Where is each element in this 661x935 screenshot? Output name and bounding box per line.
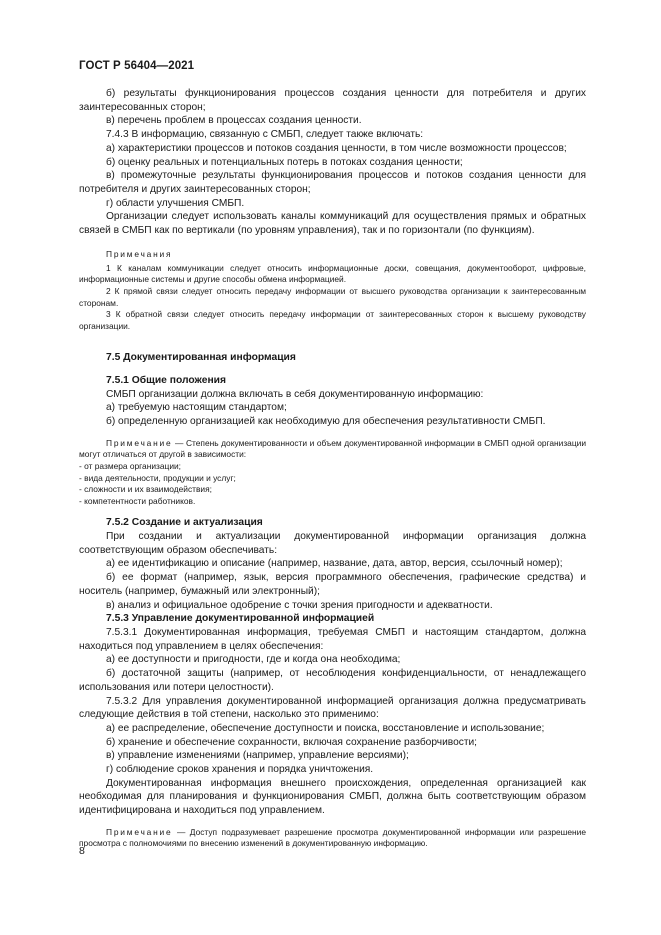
paragraph: б) результаты функционирования процессов создания ценности для потребителя и других заинтересованных сторон; xyxy=(79,88,586,113)
dash-list-item: - вида деятельности, продукции и услуг; xyxy=(79,472,236,483)
paragraph: б) хранение и обеспечение сохранности, включая сохранение разборчивости; xyxy=(106,736,478,748)
paragraph: б) оценку реальных и потенциальных потерь в потоках создания ценности; xyxy=(106,156,463,168)
paragraph: б) ее формат (например, язык, версия программного обеспечения, графические средства) и носитель (например, бумажный или электронный); xyxy=(79,572,586,597)
subsection-heading: 7.5.1 Общие положения xyxy=(106,375,226,386)
note-text: — Степень документированности и объем документированной информации в СМБП одной организации могут отличаться от другой в зависимости: xyxy=(79,437,586,460)
note-paragraph xyxy=(79,438,586,461)
note-item: 1 К каналам коммуникации следует относить информационные доски, совещания, документооборот, цифровые, информационные системы и другие способы обмена информацией. xyxy=(79,262,586,285)
paragraph: Документированная информация внешнего происхождения, определенная организацией как необходимая для планирования и функционирования СМБП, должна быть соответствующим образом идентифицирована и находиться под управлением. xyxy=(79,777,586,817)
paragraph: г) соблюдение сроков хранения и порядка уничтожения. xyxy=(106,764,374,776)
paragraph: г) области улучшения СМБП. xyxy=(106,197,245,209)
paragraph: а) требуемую настоящим стандартом; xyxy=(106,402,287,414)
paragraph: в) анализ и официальное одобрение с точки зрения пригодности и адекватности. xyxy=(106,599,493,611)
paragraph: а) ее распределение, обеспечение доступности и поиска, восстановление и использование; xyxy=(106,722,545,734)
note-item: 2 К прямой связи следует относить передачу информации от высшего руководства организации к заинтересованным сторонам. xyxy=(79,285,586,308)
paragraph: б) достаточной защиты (например, от несоблюдения конфиденциальности, от ненадлежащего использования или потери целостности). xyxy=(79,668,586,693)
paragraph: 7.5.3.2 Для управления документированной информацией организация должна предусматривать следующие действия в той степени, насколько это применимо: xyxy=(79,695,586,721)
document-header: ГОСТ Р 56404—2021 xyxy=(79,60,195,72)
paragraph: а) характеристики процессов и потоков создания ценности, в том числе возможности процессов; xyxy=(106,142,567,154)
paragraph: в) перечень проблем в процессах создания ценности. xyxy=(106,115,362,127)
dash-list-item: - сложности и их взаимодействия; xyxy=(79,484,212,495)
notes-heading: Примечания xyxy=(106,248,173,259)
paragraph: 7.5.3.1 Документированная информация, требуемая СМБП и настоящим стандартом, должна находиться под управлением в целях обеспечения: xyxy=(79,627,586,652)
paragraph: в) промежуточные результаты функционирования процессов и потоков создания ценности для потребителя и других заинтересованных сторон; xyxy=(79,170,586,195)
note-text: — Доступ подразумевает разрешение просмотра документированной информации или разрешение просмотра с полномочиями по внесению изменений в документированную информацию. xyxy=(79,826,586,849)
paragraph: в) управление изменениями (например, управление версиями); xyxy=(106,750,409,762)
paragraph: а) ее идентификацию и описание (например, название, дата, автор, версия, ссылочный номер); xyxy=(106,558,563,570)
paragraph: СМБП организации должна включать в себя документированную информацию: xyxy=(106,388,484,400)
paragraph: При создании и актуализации документированной информации организация должна соответствующим образом обеспечивать: xyxy=(79,531,586,556)
section-heading: 7.5 Документированная информация xyxy=(106,352,296,364)
subsection-heading: 7.5.2 Создание и актуализация xyxy=(106,517,263,529)
note-item: 3 К обратной связи следует относить передачу информации от заинтересованных сторон к высшему руководству организации. xyxy=(79,309,586,331)
dash-list-item: - компетентности работников. xyxy=(79,495,196,506)
subsection-heading: 7.5.3 Управление документированной информацией xyxy=(106,613,375,625)
note-label: Примечание xyxy=(106,826,173,837)
paragraph: а) ее доступности и пригодности, где и когда она необходима; xyxy=(106,654,401,666)
paragraph: б) определенную организацией как необходимую для обеспечения результативности СМБП. xyxy=(106,416,546,428)
note-paragraph xyxy=(79,827,586,850)
dash-list-item: - от размера организации; xyxy=(79,461,181,471)
paragraph: Организации следует использовать каналы коммуникаций для осуществления прямых и обратных связей в СМБП как по вертикали (по уровням управления), так и по горизонтали (по функциям). xyxy=(79,211,586,237)
document-body xyxy=(79,87,586,850)
note-label: Примечание xyxy=(106,437,173,448)
page-number: 8 xyxy=(79,845,85,857)
paragraph: 7.4.3 В информацию, связанную с СМБП, следует также включать: xyxy=(106,129,424,141)
